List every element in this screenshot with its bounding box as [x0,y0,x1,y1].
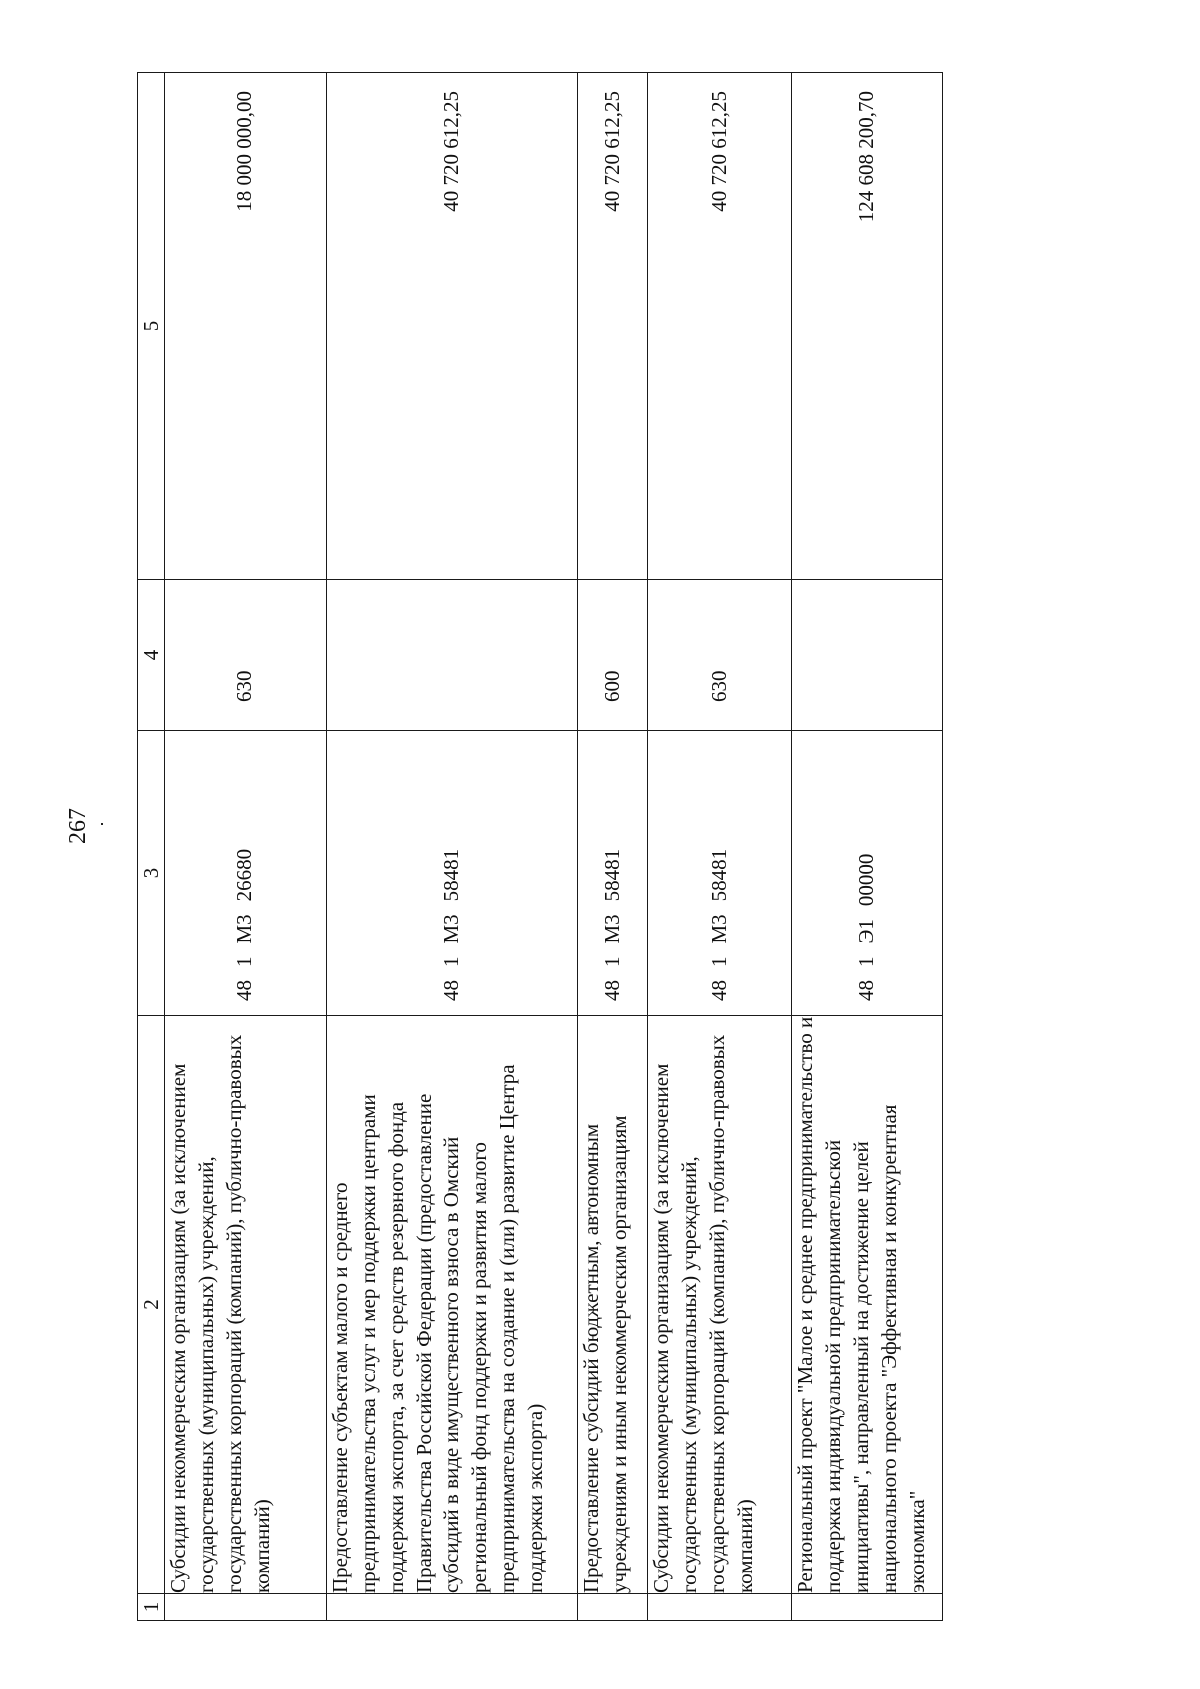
header-col-2: 2 [138,1016,165,1594]
code-part: М3 [438,914,463,944]
row-index-cell [165,1594,327,1621]
code-part: 58481 [706,848,731,902]
table-row [577,73,647,1621]
header-row [138,73,165,1621]
description-cell: Предоставление субъектам малого и среднего предпринимательства услуг и мер поддержки центрами поддержки экспорта, за счет средств резервного фонда Правительства Российской Федерации (предоставление субсидий в виде имущественного взноса в Омский региональный фонд поддержки и развития малого предпринимательства на создание и (или) развитие Центра поддержки экспорта) [326,1016,577,1594]
code-part: 58481 [438,848,463,902]
amount-cell: 40 720 612,25 [326,73,577,580]
code-part: М3 [706,914,731,944]
table-row [791,73,942,1621]
code-cell [577,731,647,1016]
code-part: 1 [706,956,731,967]
header-col-5: 5 [138,73,165,580]
amount-cell: 124 608 200,70 [791,73,942,580]
header-col-4: 4 [138,580,165,731]
expense-type-cell: 600 [577,580,647,731]
scan-speck [101,823,103,825]
row-index-cell [326,1594,577,1621]
code-part: М3 [232,914,257,944]
budget-table [137,72,943,1621]
table-row [165,73,327,1621]
code-cell [326,731,577,1016]
description-cell: Субсидии некоммерческим организациям (за исключением государственных (муниципальных) учреждений, государственных корпораций (компаний), публично-правовых компаний) [648,1016,792,1594]
description-cell: Субсидии некоммерческим организациям (за исключением государственных (муниципальных) учреждений, государственных корпораций (компаний), публично-правовых компаний) [165,1016,327,1594]
table-row [648,73,792,1621]
code-part: 48 [706,980,731,1001]
page-number: 267 [64,808,91,844]
code-part: 00000 [853,853,878,907]
code-part: Э1 [853,919,878,944]
code-cell [165,731,327,1016]
row-index-cell [791,1594,942,1621]
code-part: 58481 [599,848,624,902]
code-cell [791,731,942,1016]
code-cell [648,731,792,1016]
code-part: М3 [599,914,624,944]
code-part: 48 [853,980,878,1001]
code-part: 48 [438,980,463,1001]
table-row [326,73,577,1621]
code-part: 48 [232,980,257,1001]
code-part: 1 [599,956,624,967]
row-index-cell [648,1594,792,1621]
amount-cell: 18 000 000,00 [165,73,327,580]
description-cell: Предоставление субсидий бюджетным, автономным учреждениям и иным некоммерческим организациям [577,1016,647,1594]
row-index-cell [577,1594,647,1621]
expense-type-cell [326,580,577,731]
expense-type-cell: 630 [165,580,327,731]
amount-cell: 40 720 612,25 [577,73,647,580]
code-part: 48 [599,980,624,1001]
amount-cell: 40 720 612,25 [648,73,792,580]
code-part: 26680 [232,848,257,902]
budget-table-container [137,73,943,1621]
header-col-3: 3 [138,731,165,1016]
code-part: 1 [853,956,878,967]
code-part: 1 [232,956,257,967]
description-cell: Региональный проект "Малое и среднее предпринимательство и поддержка индивидуальной предпринимательской инициативы", направленный на достижение целей национального проекта "Эффективная и конкурентная экономика" [791,1016,942,1594]
expense-type-cell: 630 [648,580,792,731]
header-col-1: 1 [138,1594,165,1621]
code-part: 1 [438,956,463,967]
expense-type-cell [791,580,942,731]
